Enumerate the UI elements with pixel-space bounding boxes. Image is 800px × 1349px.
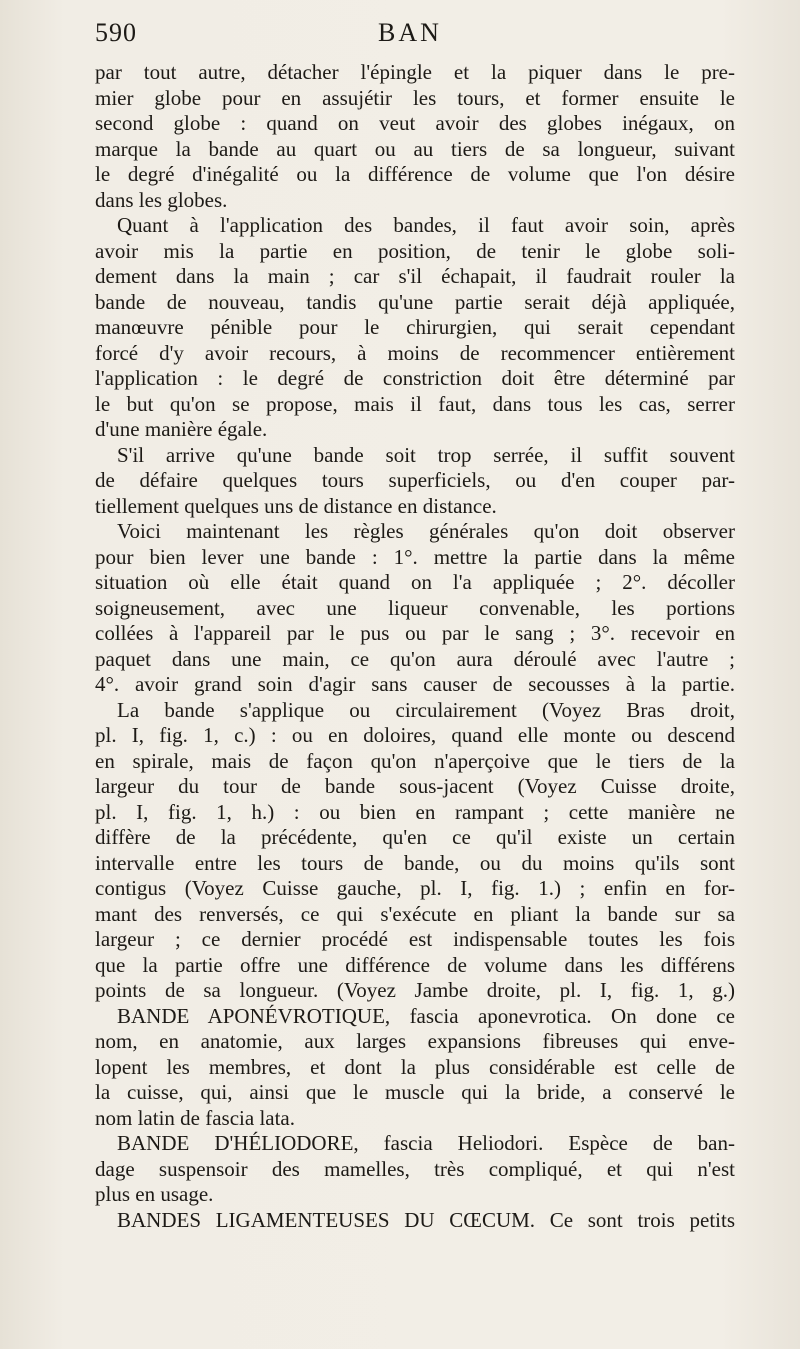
text-line: avoir mis la partie en position, de tenir le globe soli- [95, 238, 735, 263]
entry-bande-aponevrotique: BANDE APONÉVROTIQUE, fascia aponevrotica. On done ce [117, 1003, 735, 1028]
text-line: contigus (Voyez Cuisse gauche, pl. I, fig. 1.) ; enfin en for- [95, 876, 735, 900]
text-line: d'une manière égale. [95, 417, 268, 441]
text-line: le but qu'on se propose, mais il faut, dans tous les cas, serrer [95, 391, 735, 416]
text-line: nom, en anatomie, aux larges expansions fibreuses qui enve- [95, 1029, 735, 1053]
text-line: mier globe pour en assujétir les tours, et former ensuite le [95, 85, 735, 110]
text-line: en spirale, mais de façon qu'on n'aperçoive que le tiers de la [95, 748, 735, 773]
entry-bande-heliodore: BANDE D'HÉLIODORE, fascia Heliodori. Espèce de ban- [117, 1131, 735, 1155]
text-line: pl. I, fig. 1, h.) : ou bien en rampant ; cette manière ne [95, 799, 735, 824]
text-line: de défaire quelques tours superficiels, ou d'en couper par- [95, 468, 735, 492]
text-line: nom latin de fascia lata. [95, 1105, 296, 1130]
text-line: forcé d'y avoir recours, à moins de recommencer entièrement [95, 340, 735, 365]
text-line: largeur ; ce dernier procédé est indispensable toutes les fois [95, 927, 735, 951]
text-line: second globe : quand on veut avoir des globes inégaux, on [95, 111, 735, 135]
text-line: que la partie offre une différence de volume dans les différens [95, 952, 735, 977]
text-line: manœuvre pénible pour le chirurgien, qui serait cependant [95, 315, 735, 339]
text-line: soigneusement, avec une liqueur convenable, les portions [95, 595, 735, 620]
body-text [95, 60, 735, 1233]
text-line: dement dans la main ; car s'il échapait, il faudrait rouler la [95, 264, 735, 288]
text-line: pl. I, fig. 1, c.) : ou en doloires, quand elle monte ou descend [95, 723, 735, 747]
text-line: pour bien lever une bande : 1°. mettre la partie dans la même [95, 544, 735, 569]
text-line: largeur du tour de bande sous-jacent (Voyez Cuisse droite, [95, 774, 735, 798]
text-line: plus en usage. [95, 1182, 214, 1206]
text-line: bande de nouveau, tandis qu'une partie serait déjà appliquée, [95, 289, 735, 314]
text-line: points de sa longueur. (Voyez Jambe droite, pl. I, fig. 1, g.) [95, 978, 735, 1002]
text-line: collées à l'appareil par le pus ou par le sang ; 3°. recevoir en [95, 621, 735, 645]
text-line: dans les globes. [95, 187, 228, 212]
text-line: lopent les membres, et dont la plus considérable est celle de [95, 1054, 735, 1079]
text-line: la cuisse, qui, ainsi que le muscle qui la bride, a conservé le [95, 1080, 735, 1104]
paragraph-first-line: La bande s'applique ou circulairement (Voyez Bras droit, [117, 697, 735, 722]
running-head: BAN [378, 18, 442, 47]
paragraph-first-line: Quant à l'application des bandes, il faut avoir soin, après [117, 213, 735, 237]
text-line: paquet dans une main, ce qu'on aura déroulé avec l'autre ; [95, 646, 735, 671]
text-line: marque la bande au quart ou au tiers de sa longueur, suivant [95, 136, 735, 161]
text-line: dage suspensoir des mamelles, très compliqué, et qui n'est [95, 1156, 735, 1181]
text-line: diffère de la précédente, qu'en ce qu'il existe un certain [95, 825, 735, 849]
paragraph-first-line: S'il arrive qu'une bande soit trop serrée, il suffit souvent [117, 442, 735, 467]
text-line: mant des renversés, ce qui s'exécute en pliant la bande sur sa [95, 901, 735, 926]
text-line: 4°. avoir grand soin d'agir sans causer de secousses à la partie. [95, 672, 735, 696]
text-line: tiellement quelques uns de distance en distance. [95, 493, 497, 518]
text-line: le degré d'inégalité ou la différence de volume que l'on désire [95, 162, 735, 186]
page-number: 590 [95, 18, 137, 47]
text-line: intervalle entre les tours de bande, ou du moins qu'ils sont [95, 850, 735, 875]
entry-bandes-ligamenteuses: BANDES LIGAMENTEUSES DU CŒCUM. Ce sont trois petits [117, 1207, 735, 1232]
paragraph-first-line: Voici maintenant les règles générales qu'on doit observer [117, 519, 735, 543]
text-line: par tout autre, détacher l'épingle et la piquer dans le pre- [95, 60, 735, 84]
text-line: situation où elle était quand on l'a appliquée ; 2°. décoller [95, 570, 735, 594]
text-line: l'application : le degré de constriction doit être déterminé par [95, 366, 735, 390]
